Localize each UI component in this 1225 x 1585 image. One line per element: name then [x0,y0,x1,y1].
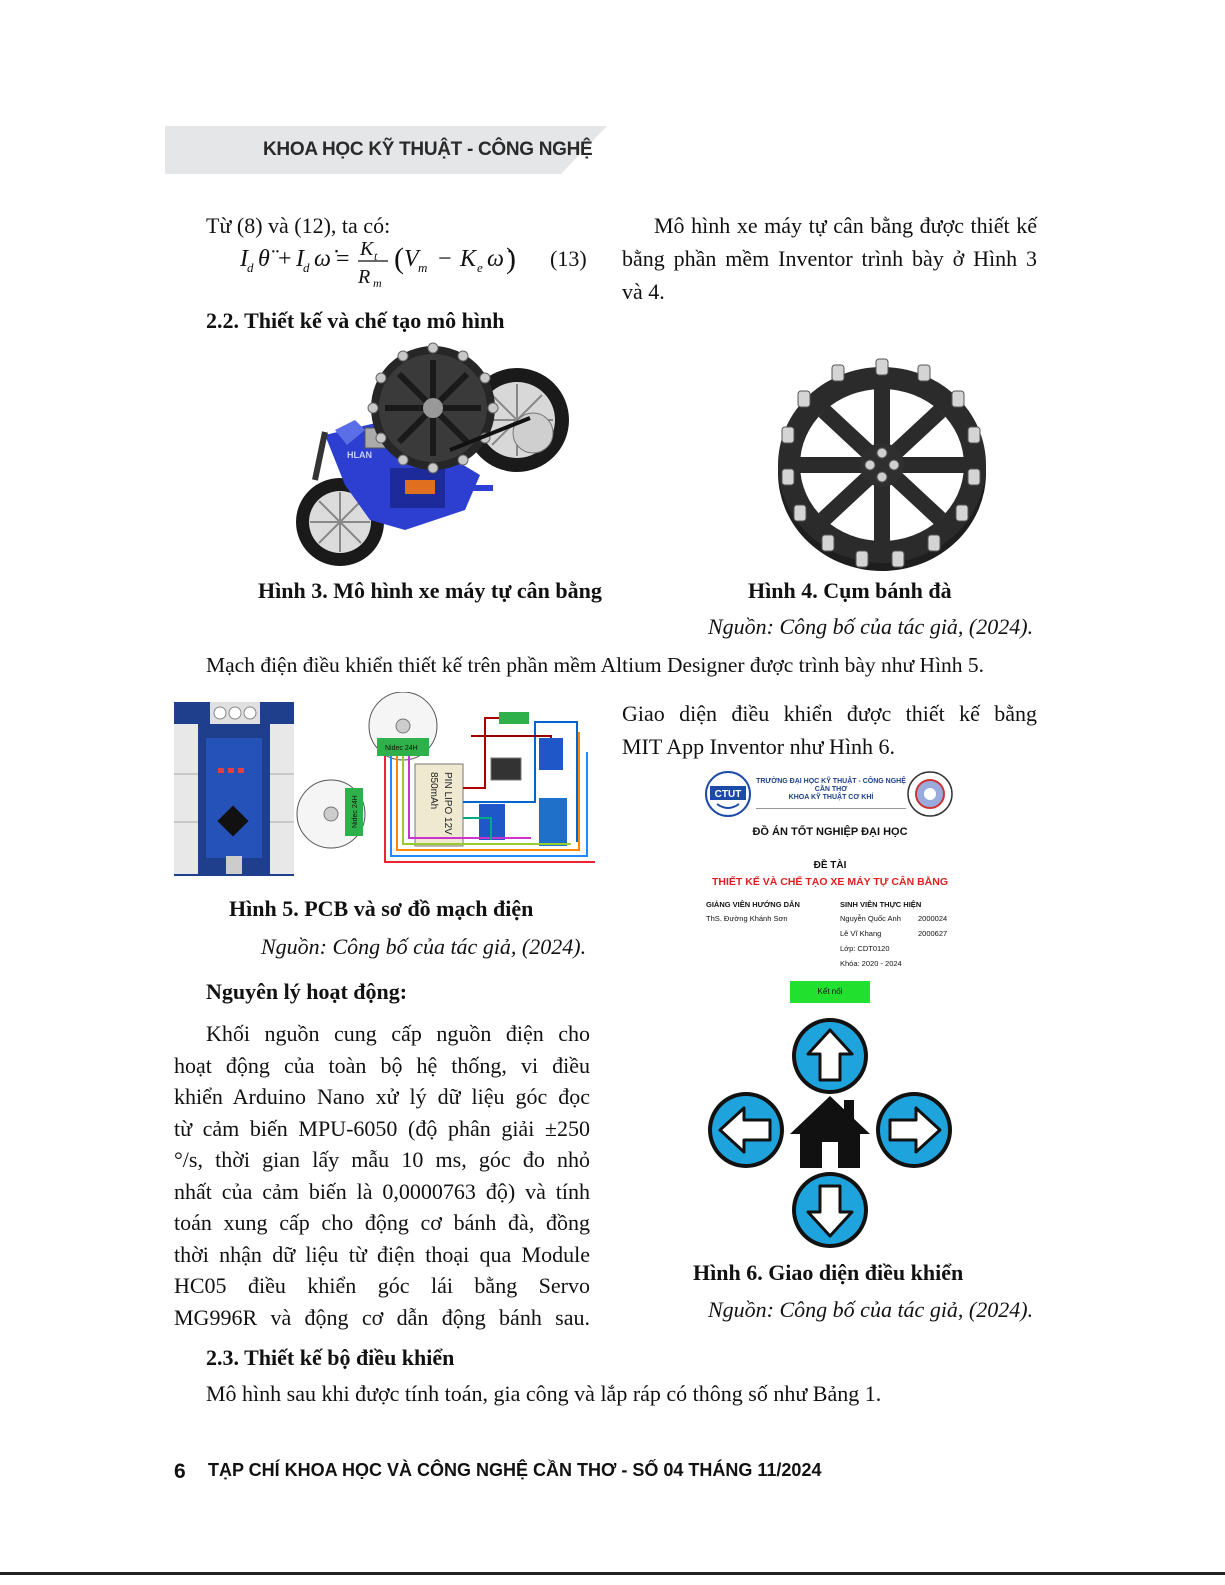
svg-text:I: I [240,246,248,272]
svg-text:PIN LIPO 12V: PIN LIPO 12V [442,772,453,835]
student-2-name: Lê Vĩ Khang [840,929,882,938]
connect-button[interactable]: Kết nối [790,981,870,1003]
down-arrow-icon[interactable] [790,1170,870,1250]
principle-line-6: nhất của cảm biến là 0,0000763 độ) và tính [174,1179,590,1204]
faculty-logo [905,770,955,818]
class-label: Lớp: CDT0120 [840,944,890,953]
svg-text:(: ( [394,242,404,275]
design-paragraph-line-2: bằng phần mềm Inventor trình bày ở Hình 3 [622,246,1037,271]
heading-2-3: 2.3. Thiết kế bộ điều khiển [206,1345,455,1370]
principle-line-8: thời nhận dữ liệu từ điện thoại qua Module [174,1242,590,1267]
student-1-name: Nguyễn Quốc Anh [840,914,901,923]
svg-text:t: t [374,249,378,263]
svg-text:I: I [296,246,304,272]
student-2-id: 2000627 [918,929,948,938]
table-sentence: Mô hình sau khi được tính toán, gia công và lắp ráp có thông số như Bảng 1. [206,1381,882,1406]
svg-text:ω̇: ω̇ [314,246,331,272]
principle-line-7: toán xung cấp cho động cơ bánh đà, đồng [174,1210,590,1235]
figure-3-motorcycle-image [285,340,570,568]
equation-number: (13) [550,246,587,271]
figure-6-app-screen [700,768,960,1258]
svg-text:e: e [477,260,483,275]
svg-text:V: V [404,246,419,272]
student-1-id: 2000024 [918,914,948,923]
svg-text:R: R [358,266,371,288]
figure-5-source: Nguồn: Công bố của tác giả, (2024). [261,934,587,959]
school-line-1: TRƯỜNG ĐẠI HỌC KỸ THUẬT - CÔNG NGHỆ [756,778,906,785]
ctut-logo [703,770,753,818]
principle-line-2: hoạt động của toàn bộ hệ thống, vi điều [174,1053,590,1078]
header-divider [756,808,906,809]
svg-text:HLAN: HLAN [347,450,372,460]
principle-line-5: °/s, thời gian lấy mẫu 10 ms, góc đo nhỏ [174,1147,590,1172]
school-name [756,778,906,802]
principle-line-10: MG996R và động cơ dẫn động bánh sau. [174,1305,590,1330]
equation-13 [238,238,538,290]
principle-line-4: từ cảm biến MPU-6050 (độ phân giải ±250 [174,1116,590,1141]
principle-line-9: HC05 điều khiển góc lái bằng Servo [174,1273,590,1298]
up-arrow-icon[interactable] [790,1016,870,1096]
principle-line-1: Khối nguồn cung cấp nguồn điện cho [206,1021,590,1046]
circuit-sentence: Mạch điện điều khiển thiết kế trên phần mềm Altium Designer được trình bày như Hình 5. [206,653,985,677]
svg-text:=: = [336,246,350,272]
svg-text:d: d [247,260,254,275]
right-arrow-icon[interactable] [874,1090,954,1170]
page-number: 6 [174,1460,186,1483]
students-heading: SINH VIÊN THỰC HIỆN [840,900,922,909]
svg-text:θ̈: θ̈ [258,246,270,272]
svg-text:m: m [418,260,428,275]
principle-line-3: khiển Arduino Nano xử lý dữ liệu góc đọc [174,1084,590,1109]
figure-5-schematic-image [295,692,595,884]
svg-text:Nidec 24H: Nidec 24H [352,795,359,828]
svg-text:m: m [373,276,382,290]
figure-4-flywheel-image [772,355,992,577]
from-line: Từ (8) và (12), ta có: [206,213,391,238]
school-line-3: KHOA KỸ THUẬT CƠ KHÍ [788,794,874,801]
topic-label: ĐỀ TÀI [813,860,847,871]
bottom-rule [0,1572,1225,1575]
project-title: ĐỒ ÁN TỐT NGHIỆP ĐẠI HỌC [752,826,908,838]
course-label: Khóa: 2020 - 2024 [840,959,902,968]
svg-text:−: − [438,246,452,272]
figure-3-caption: Hình 3. Mô hình xe máy tự cân bằng [258,578,602,603]
figure-4-caption: Hình 4. Cụm bánh đà [748,578,952,603]
svg-text:850mAh: 850mAh [428,772,439,810]
figure-5-caption: Hình 5. PCB và sơ đồ mạch điện [229,896,534,921]
figure-6-source: Nguồn: Công bố của tác giả, (2024). [708,1297,1034,1322]
topic-title: THIẾT KẾ VÀ CHẾ TẠO XE MÁY TỰ CÂN BẰNG [711,876,949,888]
design-paragraph-line-3: và 4. [622,279,665,304]
home-icon[interactable] [788,1090,872,1170]
school-line-2: CẦN THƠ [814,786,848,793]
svg-text:): ) [506,242,516,275]
heading-2-2: 2.2. Thiết kế và chế tạo mô hình [206,308,505,333]
svg-text:K: K [360,238,374,260]
design-paragraph-line-1: Mô hình xe máy tự cân bằng được thiết kế [654,213,1037,238]
left-arrow-icon[interactable] [706,1090,786,1170]
advisor-heading: GIẢNG VIÊN HƯỚNG DẪN [706,900,800,909]
svg-text:d: d [303,260,310,275]
figure-5-pcb-image [174,702,294,876]
figure-6-caption: Hình 6. Giao diện điều khiển [693,1260,964,1285]
principle-heading: Nguyên lý hoạt động: [206,979,408,1004]
advisor-name: ThS. Đường Khánh Sơn [706,914,788,923]
section-header: KHOA HỌC KỸ THUẬT - CÔNG NGHỆ [263,139,593,160]
svg-text:ω̇: ω̇ [487,246,504,272]
interface-paragraph-line-1: Giao diện điều khiển được thiết kế bằng [622,701,1037,726]
svg-text:+: + [278,246,292,272]
svg-text:CTUT: CTUT [714,789,742,800]
journal-footer: TẠP CHÍ KHOA HỌC VÀ CÔNG NGHỆ CẦN THƠ - SỐ 04 THÁNG 11/2024 [208,1460,822,1480]
interface-paragraph-line-2: MIT App Inventor như Hình 6. [622,734,896,759]
svg-text:Nidec 24H: Nidec 24H [385,745,418,752]
svg-text:K: K [460,246,477,272]
figure-3-4-source: Nguồn: Công bố của tác giả, (2024). [708,614,1034,639]
